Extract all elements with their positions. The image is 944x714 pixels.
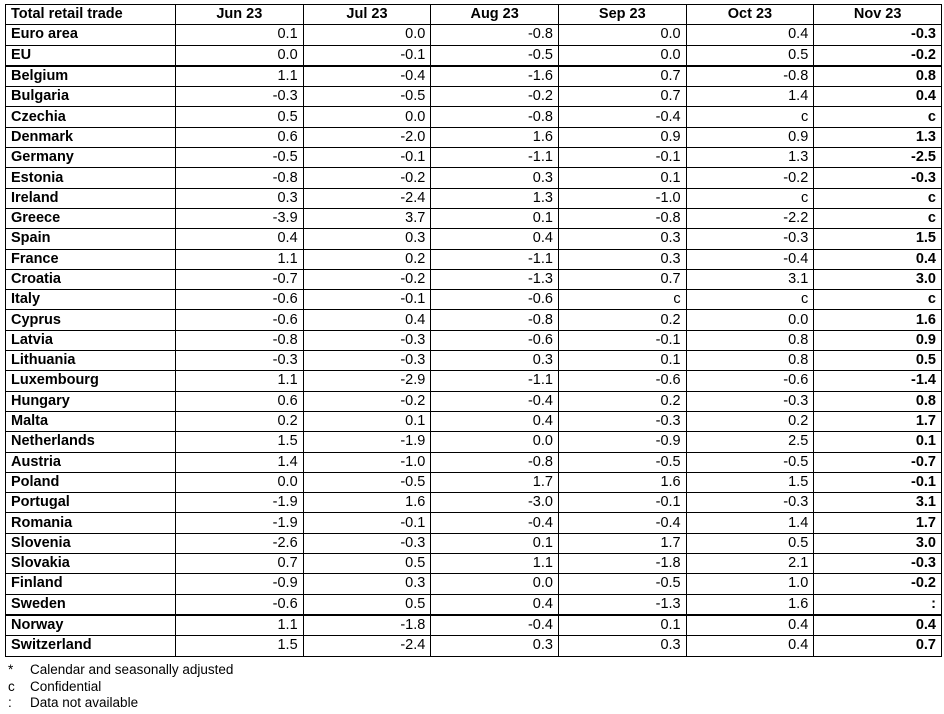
- footnote-text: Confidential: [30, 678, 102, 694]
- table-cell: 1.6: [686, 594, 814, 615]
- table-cell: 0.6: [176, 391, 304, 411]
- table-cell: 1.1: [176, 66, 304, 87]
- table-cell: -0.2: [303, 391, 431, 411]
- table-cell: c: [814, 290, 942, 310]
- footnote-text: Calendar and seasonally adjusted: [30, 662, 234, 677]
- table-cell: -0.4: [431, 513, 559, 533]
- table-cell: 0.2: [558, 310, 686, 330]
- table-row: [6, 391, 942, 411]
- row-label: Norway: [6, 615, 176, 636]
- table-cell: 0.7: [558, 269, 686, 289]
- row-label: Romania: [6, 513, 176, 533]
- table-cell: -0.6: [686, 371, 814, 391]
- table-cell: 0.9: [686, 127, 814, 147]
- table-cell: -1.1: [431, 371, 559, 391]
- table-cell: 0.0: [686, 310, 814, 330]
- table-row: [6, 127, 942, 147]
- table-row: [6, 269, 942, 289]
- table-cell: 0.4: [814, 249, 942, 269]
- row-label: Italy: [6, 290, 176, 310]
- table-row: [6, 472, 942, 492]
- row-label: Spain: [6, 229, 176, 249]
- table-cell: 3.0: [814, 269, 942, 289]
- table-cell: 1.3: [814, 127, 942, 147]
- table-cell: -0.1: [303, 513, 431, 533]
- table-cell: 1.5: [176, 432, 304, 452]
- table-cell: -0.8: [431, 25, 559, 45]
- table-cell: -0.3: [686, 391, 814, 411]
- table-cell: -1.1: [431, 249, 559, 269]
- table-row: [6, 188, 942, 208]
- table-cell: 0.4: [303, 310, 431, 330]
- table-cell: -2.9: [303, 371, 431, 391]
- table-cell: -0.8: [686, 66, 814, 87]
- table-cell: 0.3: [176, 188, 304, 208]
- table-row: [6, 330, 942, 350]
- table-cell: 0.4: [686, 25, 814, 45]
- table-cell: -0.7: [814, 452, 942, 472]
- table-cell: 1.0: [686, 574, 814, 594]
- table-cell: -0.3: [303, 351, 431, 371]
- row-label: Cyprus: [6, 310, 176, 330]
- column-header: Aug 23: [431, 5, 559, 25]
- table-row: [6, 432, 942, 452]
- table-row: [6, 636, 942, 656]
- table-cell: 3.1: [686, 269, 814, 289]
- table-cell: -0.4: [431, 615, 559, 636]
- row-label: Ireland: [6, 188, 176, 208]
- table-cell: 0.2: [176, 411, 304, 431]
- table-cell: -0.8: [176, 330, 304, 350]
- row-label: Bulgaria: [6, 87, 176, 107]
- table-cell: 1.1: [431, 554, 559, 574]
- table-cell: -2.4: [303, 188, 431, 208]
- table-cell: 2.5: [686, 432, 814, 452]
- table-row: [6, 148, 942, 168]
- table-cell: 0.3: [303, 229, 431, 249]
- table-cell: -1.8: [558, 554, 686, 574]
- table-cell: 1.1: [176, 615, 304, 636]
- table-cell: 0.0: [176, 45, 304, 66]
- table-cell: 0.9: [558, 127, 686, 147]
- table-cell: 0.3: [303, 574, 431, 594]
- table-cell: -1.4: [814, 371, 942, 391]
- table-row: [6, 249, 942, 269]
- table-row: [6, 45, 942, 66]
- table-cell: -0.9: [176, 574, 304, 594]
- table-cell: -1.6: [431, 66, 559, 87]
- footnote: [8, 662, 233, 679]
- table-cell: -1.1: [431, 148, 559, 168]
- table-row: [6, 574, 942, 594]
- table-cell: 1.6: [814, 310, 942, 330]
- table-cell: c: [814, 188, 942, 208]
- row-label: Finland: [6, 574, 176, 594]
- footnote-symbol: :: [8, 695, 12, 710]
- row-label: Greece: [6, 208, 176, 228]
- table-cell: -0.2: [814, 574, 942, 594]
- table-cell: -0.8: [176, 168, 304, 188]
- row-label: Malta: [6, 411, 176, 431]
- table-cell: 0.0: [431, 574, 559, 594]
- column-header: Oct 23: [686, 5, 814, 25]
- table-cell: -2.4: [303, 636, 431, 656]
- row-label: Sweden: [6, 594, 176, 615]
- table-cell: 1.7: [431, 472, 559, 492]
- table-cell: -1.0: [303, 452, 431, 472]
- table-cell: -0.6: [176, 594, 304, 615]
- footnote-symbol: c: [8, 678, 15, 694]
- table-cell: 0.8: [814, 391, 942, 411]
- footnote: [8, 695, 233, 712]
- table-cell: 0.1: [814, 432, 942, 452]
- table-cell: -0.9: [558, 432, 686, 452]
- table-cell: :: [814, 594, 942, 615]
- table-cell: -2.2: [686, 208, 814, 228]
- footnotes: [8, 662, 233, 712]
- row-label: Portugal: [6, 493, 176, 513]
- footnote-symbol: *: [8, 662, 14, 677]
- table-cell: -0.5: [176, 148, 304, 168]
- table-cell: -0.6: [558, 371, 686, 391]
- table-cell: -0.1: [558, 330, 686, 350]
- table-cell: 0.3: [558, 249, 686, 269]
- table-row: [6, 351, 942, 371]
- table-cell: 0.5: [176, 107, 304, 127]
- table-cell: 1.6: [431, 127, 559, 147]
- row-label: Estonia: [6, 168, 176, 188]
- row-label: Luxembourg: [6, 371, 176, 391]
- table-cell: -0.8: [431, 310, 559, 330]
- row-label: Switzerland: [6, 636, 176, 656]
- table-cell: 0.3: [431, 351, 559, 371]
- table-cell: -0.3: [558, 411, 686, 431]
- table-cell: 1.5: [814, 229, 942, 249]
- table-cell: -0.1: [303, 290, 431, 310]
- table-cell: -0.3: [814, 168, 942, 188]
- column-header: Nov 23: [814, 5, 942, 25]
- table-cell: c: [814, 208, 942, 228]
- table-cell: 0.2: [303, 249, 431, 269]
- table-cell: 3.7: [303, 208, 431, 228]
- table-cell: 0.0: [176, 472, 304, 492]
- row-label: Croatia: [6, 269, 176, 289]
- row-label: Austria: [6, 452, 176, 472]
- table-cell: 0.4: [686, 636, 814, 656]
- table-cell: 1.1: [176, 371, 304, 391]
- table-cell: -0.3: [814, 25, 942, 45]
- table-cell: -0.8: [431, 452, 559, 472]
- table-row: [6, 290, 942, 310]
- table-row: [6, 310, 942, 330]
- table-cell: -0.1: [558, 148, 686, 168]
- table-cell: -0.1: [303, 45, 431, 66]
- table-cell: 0.0: [558, 45, 686, 66]
- footnote: [8, 679, 233, 696]
- table-cell: -0.1: [303, 148, 431, 168]
- table-cell: -0.5: [558, 452, 686, 472]
- table-row: [6, 66, 942, 87]
- footnote-text: Data not available: [30, 695, 139, 710]
- column-header: Total retail trade: [6, 5, 176, 25]
- row-label: Latvia: [6, 330, 176, 350]
- table-cell: -0.3: [303, 330, 431, 350]
- table-cell: -0.6: [431, 330, 559, 350]
- table-row: [6, 452, 942, 472]
- table-cell: 0.4: [431, 229, 559, 249]
- table-row: [6, 371, 942, 391]
- table-cell: 0.3: [431, 168, 559, 188]
- table-cell: 0.1: [431, 533, 559, 553]
- table-cell: 1.4: [176, 452, 304, 472]
- table-cell: 0.1: [176, 25, 304, 45]
- table-cell: -0.4: [558, 513, 686, 533]
- table-row: [6, 554, 942, 574]
- table-cell: c: [686, 188, 814, 208]
- table-cell: 1.7: [558, 533, 686, 553]
- table-row: [6, 411, 942, 431]
- table-cell: -0.6: [431, 290, 559, 310]
- table-cell: -0.5: [686, 452, 814, 472]
- table-cell: 1.5: [176, 636, 304, 656]
- table-cell: 0.7: [814, 636, 942, 656]
- table-cell: -1.3: [431, 269, 559, 289]
- table-row: [6, 208, 942, 228]
- table-cell: -0.1: [814, 472, 942, 492]
- column-header: Jun 23: [176, 5, 304, 25]
- table-cell: 0.0: [303, 107, 431, 127]
- table-cell: -0.1: [558, 493, 686, 513]
- table-cell: 1.5: [686, 472, 814, 492]
- table-cell: -0.5: [303, 472, 431, 492]
- table-cell: -0.5: [558, 574, 686, 594]
- table-cell: -0.2: [303, 269, 431, 289]
- table-cell: 1.4: [686, 87, 814, 107]
- table-cell: 0.3: [558, 229, 686, 249]
- row-label: Czechia: [6, 107, 176, 127]
- row-label: Slovenia: [6, 533, 176, 553]
- table-row: [6, 615, 942, 636]
- table-cell: -0.6: [176, 310, 304, 330]
- table-cell: -0.3: [686, 229, 814, 249]
- row-label: EU: [6, 45, 176, 66]
- table-cell: 0.8: [686, 351, 814, 371]
- row-label: Poland: [6, 472, 176, 492]
- table-cell: 0.4: [814, 87, 942, 107]
- table-cell: 0.3: [431, 636, 559, 656]
- row-label: Denmark: [6, 127, 176, 147]
- table-cell: 0.7: [558, 66, 686, 87]
- table-cell: 0.1: [558, 351, 686, 371]
- table-cell: -1.3: [558, 594, 686, 615]
- table-cell: 0.0: [431, 432, 559, 452]
- table-cell: -0.5: [431, 45, 559, 66]
- row-label: Lithuania: [6, 351, 176, 371]
- table-cell: 0.6: [176, 127, 304, 147]
- table-cell: 1.6: [558, 472, 686, 492]
- table-cell: -0.2: [686, 168, 814, 188]
- table-cell: -1.9: [176, 513, 304, 533]
- table-cell: 0.2: [558, 391, 686, 411]
- table-cell: -2.0: [303, 127, 431, 147]
- row-label: Slovakia: [6, 554, 176, 574]
- table-cell: -0.3: [176, 351, 304, 371]
- table-cell: -3.9: [176, 208, 304, 228]
- table-row: [6, 107, 942, 127]
- table-cell: -0.2: [431, 87, 559, 107]
- table-cell: 0.7: [176, 554, 304, 574]
- table-cell: 1.1: [176, 249, 304, 269]
- table-cell: -0.6: [176, 290, 304, 310]
- table-cell: -2.6: [176, 533, 304, 553]
- table-cell: -0.4: [431, 391, 559, 411]
- table-cell: 0.4: [814, 615, 942, 636]
- table-cell: 0.4: [431, 411, 559, 431]
- table-cell: 0.4: [431, 594, 559, 615]
- table-cell: 0.5: [814, 351, 942, 371]
- row-label: Belgium: [6, 66, 176, 87]
- table-cell: -0.3: [686, 493, 814, 513]
- table-cell: 0.5: [686, 533, 814, 553]
- table-cell: 3.1: [814, 493, 942, 513]
- table-cell: -0.7: [176, 269, 304, 289]
- table-header-row: [6, 5, 942, 25]
- table-row: [6, 513, 942, 533]
- row-label: Germany: [6, 148, 176, 168]
- table-cell: -0.5: [303, 87, 431, 107]
- table-cell: c: [686, 290, 814, 310]
- column-header: Jul 23: [303, 5, 431, 25]
- table-row: [6, 229, 942, 249]
- table-cell: 0.5: [303, 594, 431, 615]
- table-cell: -0.3: [176, 87, 304, 107]
- table-cell: -1.9: [303, 432, 431, 452]
- table-cell: 0.5: [303, 554, 431, 574]
- table-row: [6, 25, 942, 45]
- table-cell: -0.3: [814, 554, 942, 574]
- table-cell: 0.1: [558, 615, 686, 636]
- table-cell: -3.0: [431, 493, 559, 513]
- table-cell: -1.8: [303, 615, 431, 636]
- table-cell: 0.8: [814, 66, 942, 87]
- table-cell: -0.3: [303, 533, 431, 553]
- table-cell: 0.1: [558, 168, 686, 188]
- table-cell: 0.0: [303, 25, 431, 45]
- table-cell: 0.1: [303, 411, 431, 431]
- table-cell: 3.0: [814, 533, 942, 553]
- table-cell: 0.4: [176, 229, 304, 249]
- table-cell: 0.1: [431, 208, 559, 228]
- table-cell: 1.4: [686, 513, 814, 533]
- table-row: [6, 87, 942, 107]
- table-cell: 0.0: [558, 25, 686, 45]
- table-cell: c: [558, 290, 686, 310]
- table-cell: -0.4: [686, 249, 814, 269]
- table-cell: -0.4: [303, 66, 431, 87]
- table-cell: 0.4: [686, 615, 814, 636]
- row-label: Hungary: [6, 391, 176, 411]
- table-cell: 1.3: [431, 188, 559, 208]
- table-cell: -0.2: [814, 45, 942, 66]
- table-cell: -0.4: [558, 107, 686, 127]
- row-label: Netherlands: [6, 432, 176, 452]
- table-cell: 1.7: [814, 411, 942, 431]
- column-header: Sep 23: [558, 5, 686, 25]
- table-cell: c: [814, 107, 942, 127]
- retail-trade-table: [5, 4, 942, 657]
- table-row: [6, 594, 942, 615]
- table-cell: 0.8: [686, 330, 814, 350]
- table-cell: -0.2: [303, 168, 431, 188]
- table-cell: 0.2: [686, 411, 814, 431]
- table-cell: -1.9: [176, 493, 304, 513]
- table-cell: 2.1: [686, 554, 814, 574]
- table-body: [6, 25, 942, 656]
- table-cell: 1.3: [686, 148, 814, 168]
- table-cell: -2.5: [814, 148, 942, 168]
- row-label: France: [6, 249, 176, 269]
- table-cell: c: [686, 107, 814, 127]
- table-row: [6, 168, 942, 188]
- table-cell: 1.6: [303, 493, 431, 513]
- table-row: [6, 493, 942, 513]
- row-label: Euro area: [6, 25, 176, 45]
- table-cell: 1.7: [814, 513, 942, 533]
- table-cell: 0.5: [686, 45, 814, 66]
- table-cell: 0.3: [558, 636, 686, 656]
- table-cell: -1.0: [558, 188, 686, 208]
- table-cell: 0.9: [814, 330, 942, 350]
- table-cell: 0.7: [558, 87, 686, 107]
- table-cell: -0.8: [558, 208, 686, 228]
- table-cell: -0.8: [431, 107, 559, 127]
- table-row: [6, 533, 942, 553]
